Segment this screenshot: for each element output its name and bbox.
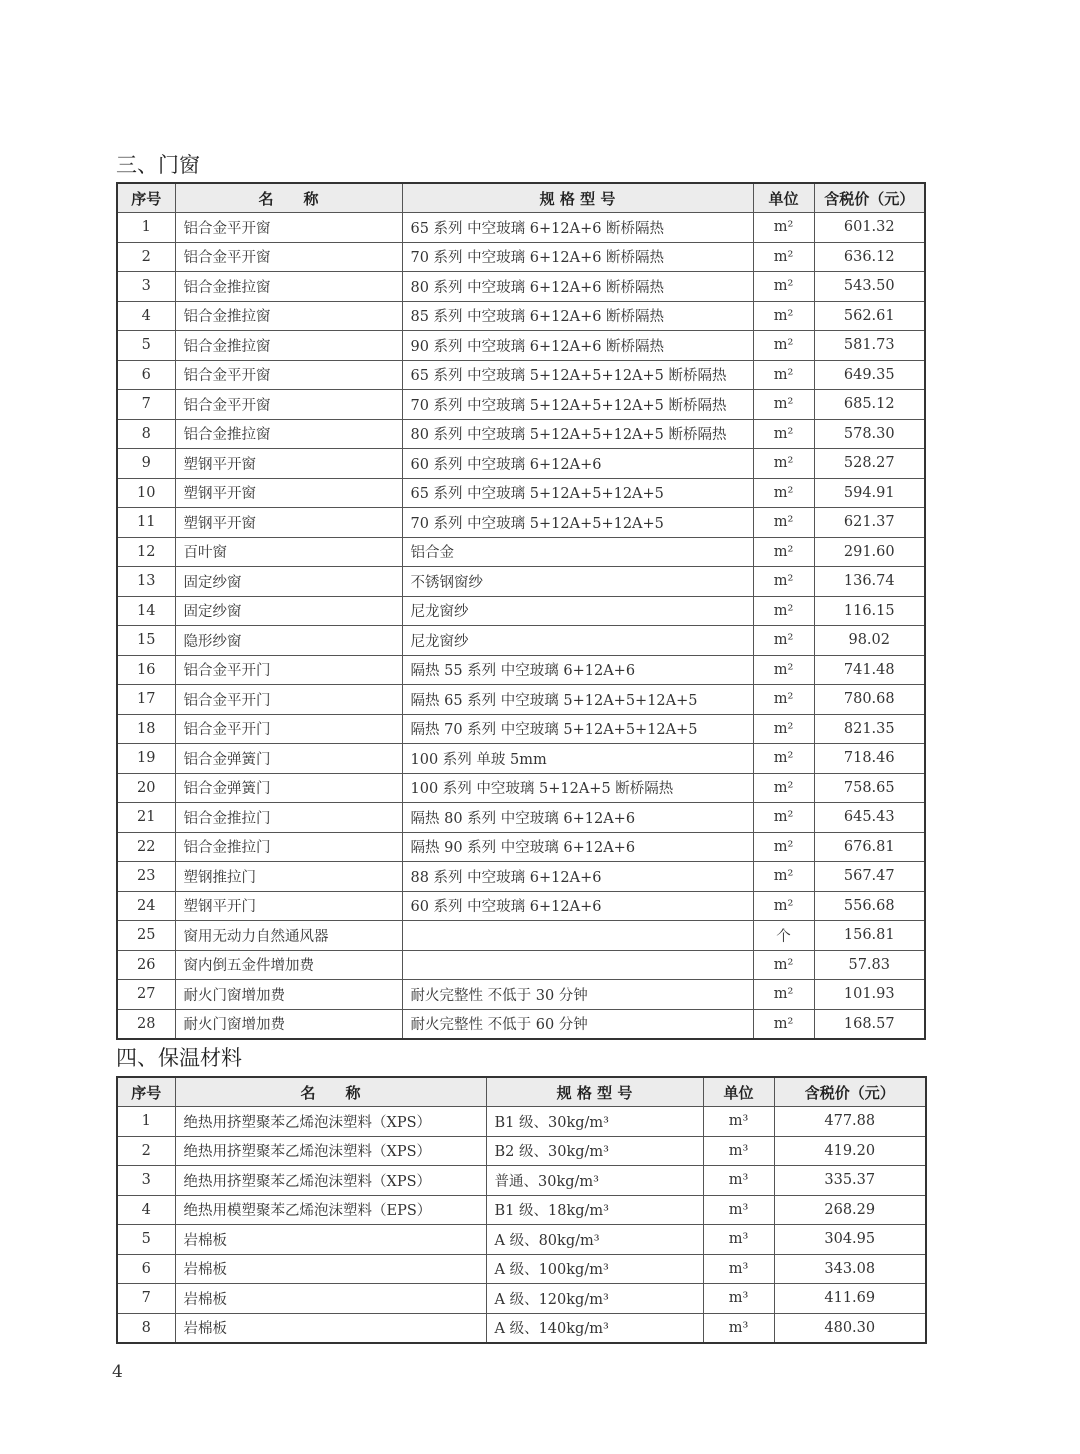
cell-price: 556.68 — [814, 891, 925, 921]
cell-unit: m² — [753, 213, 814, 243]
cell-price: 291.60 — [814, 537, 925, 567]
cell-index: 18 — [117, 714, 175, 744]
table-row — [117, 980, 925, 1010]
doors-windows-table — [116, 182, 926, 1040]
cell-name: 铝合金推拉窗 — [175, 331, 402, 361]
cell-name: 耐火门窗增加费 — [175, 980, 402, 1010]
cell-price: 636.12 — [814, 242, 925, 272]
table-row — [117, 478, 925, 508]
cell-spec: 隔热 70 系列 中空玻璃 5+12A+5+12A+5 — [402, 714, 753, 744]
cell-spec: 65 系列 中空玻璃 5+12A+5+12A+5 断桥隔热 — [402, 360, 753, 390]
cell-index: 7 — [117, 1284, 175, 1314]
cell-unit: m² — [753, 803, 814, 833]
cell-spec: 60 系列 中空玻璃 6+12A+6 — [402, 891, 753, 921]
cell-price: 741.48 — [814, 655, 925, 685]
table-row — [117, 360, 925, 390]
table-row — [117, 390, 925, 420]
cell-name: 岩棉板 — [175, 1254, 486, 1284]
cell-name: 铝合金平开窗 — [175, 360, 402, 390]
cell-price: 649.35 — [814, 360, 925, 390]
cell-price: 335.37 — [774, 1166, 926, 1196]
header-spec: 规 格 型 号 — [486, 1077, 703, 1107]
cell-name: 铝合金推拉门 — [175, 803, 402, 833]
cell-price: 645.43 — [814, 803, 925, 833]
cell-index: 23 — [117, 862, 175, 892]
cell-unit: m² — [753, 419, 814, 449]
cell-name: 铝合金弹簧门 — [175, 773, 402, 803]
cell-spec: A 级、120kg/m³ — [486, 1284, 703, 1314]
cell-price: 419.20 — [774, 1136, 926, 1166]
cell-spec: 耐火完整性 不低于 30 分钟 — [402, 980, 753, 1010]
cell-price: 304.95 — [774, 1225, 926, 1255]
table-header-row — [117, 183, 925, 213]
cell-price: 101.93 — [814, 980, 925, 1010]
doors-windows-table-body — [117, 213, 925, 1039]
cell-unit: m³ — [703, 1195, 774, 1225]
table-row — [117, 331, 925, 361]
cell-index: 17 — [117, 685, 175, 715]
cell-name: 塑钢平开窗 — [175, 508, 402, 538]
cell-unit: m³ — [703, 1166, 774, 1196]
cell-unit: m³ — [703, 1225, 774, 1255]
cell-unit: m² — [753, 832, 814, 862]
header-price: 含税价（元） — [814, 183, 925, 213]
cell-spec: 88 系列 中空玻璃 6+12A+6 — [402, 862, 753, 892]
cell-price: 758.65 — [814, 773, 925, 803]
cell-price: 477.88 — [774, 1107, 926, 1137]
table-row — [117, 832, 925, 862]
cell-price: 578.30 — [814, 419, 925, 449]
cell-index: 3 — [117, 1166, 175, 1196]
cell-name: 铝合金平开门 — [175, 714, 402, 744]
table-row — [117, 508, 925, 538]
cell-name: 铝合金平开门 — [175, 655, 402, 685]
table-row — [117, 213, 925, 243]
cell-spec: 70 系列 中空玻璃 5+12A+5+12A+5 断桥隔热 — [402, 390, 753, 420]
table-row — [117, 1107, 926, 1137]
cell-index: 2 — [117, 242, 175, 272]
cell-unit: m² — [753, 242, 814, 272]
table-row — [117, 242, 925, 272]
cell-unit: 个 — [753, 921, 814, 951]
cell-unit: m² — [753, 950, 814, 980]
cell-price: 168.57 — [814, 1009, 925, 1039]
header-name: 名 称 — [175, 183, 402, 213]
cell-index: 4 — [117, 301, 175, 331]
table-row — [117, 1136, 926, 1166]
cell-price: 780.68 — [814, 685, 925, 715]
cell-index: 20 — [117, 773, 175, 803]
header-price: 含税价（元） — [774, 1077, 926, 1107]
table-row — [117, 272, 925, 302]
table-row — [117, 537, 925, 567]
cell-price: 821.35 — [814, 714, 925, 744]
cell-name: 铝合金推拉窗 — [175, 301, 402, 331]
cell-unit: m² — [753, 714, 814, 744]
cell-name: 绝热用挤塑聚苯乙烯泡沫塑料（XPS） — [175, 1166, 486, 1196]
cell-price: 567.47 — [814, 862, 925, 892]
cell-name: 铝合金推拉门 — [175, 832, 402, 862]
cell-spec — [402, 950, 753, 980]
table-row — [117, 301, 925, 331]
cell-unit: m² — [753, 508, 814, 538]
table-row — [117, 714, 925, 744]
cell-index: 9 — [117, 449, 175, 479]
cell-spec: 85 系列 中空玻璃 6+12A+6 断桥隔热 — [402, 301, 753, 331]
table-row — [117, 773, 925, 803]
cell-name: 窗用无动力自然通风器 — [175, 921, 402, 951]
cell-index: 22 — [117, 832, 175, 862]
insulation-table — [116, 1076, 927, 1344]
cell-spec: 100 系列 单玻 5mm — [402, 744, 753, 774]
cell-index: 26 — [117, 950, 175, 980]
table-row — [117, 626, 925, 656]
cell-index: 28 — [117, 1009, 175, 1039]
cell-unit: m² — [753, 744, 814, 774]
cell-name: 铝合金平开窗 — [175, 390, 402, 420]
section-title-insulation: 四、保温材料 — [116, 1046, 242, 1070]
cell-name: 塑钢平开窗 — [175, 449, 402, 479]
cell-unit: m² — [753, 685, 814, 715]
cell-unit: m² — [753, 478, 814, 508]
cell-name: 塑钢推拉门 — [175, 862, 402, 892]
cell-unit: m² — [753, 449, 814, 479]
cell-unit: m² — [753, 862, 814, 892]
cell-spec: 80 系列 中空玻璃 5+12A+5+12A+5 断桥隔热 — [402, 419, 753, 449]
cell-name: 绝热用模塑聚苯乙烯泡沫塑料（EPS） — [175, 1195, 486, 1225]
cell-spec: 隔热 90 系列 中空玻璃 6+12A+6 — [402, 832, 753, 862]
cell-index: 5 — [117, 331, 175, 361]
cell-index: 13 — [117, 567, 175, 597]
header-index: 序号 — [117, 1077, 175, 1107]
cell-spec: 隔热 80 系列 中空玻璃 6+12A+6 — [402, 803, 753, 833]
table-row — [117, 950, 925, 980]
table-row — [117, 596, 925, 626]
insulation-table-body — [117, 1107, 926, 1343]
cell-unit: m² — [753, 301, 814, 331]
cell-name: 塑钢平开门 — [175, 891, 402, 921]
cell-unit: m² — [753, 773, 814, 803]
cell-index: 1 — [117, 1107, 175, 1137]
cell-unit: m² — [753, 567, 814, 597]
table-row — [117, 655, 925, 685]
cell-name: 铝合金平开窗 — [175, 213, 402, 243]
table-row — [117, 1254, 926, 1284]
cell-spec: A 级、140kg/m³ — [486, 1313, 703, 1343]
cell-index: 12 — [117, 537, 175, 567]
cell-spec: 70 系列 中空玻璃 5+12A+5+12A+5 — [402, 508, 753, 538]
cell-index: 8 — [117, 1313, 175, 1343]
cell-spec: A 级、100kg/m³ — [486, 1254, 703, 1284]
table-row — [117, 419, 925, 449]
cell-name: 铝合金推拉窗 — [175, 272, 402, 302]
table-row — [117, 921, 925, 951]
cell-index: 14 — [117, 596, 175, 626]
cell-name: 铝合金推拉窗 — [175, 419, 402, 449]
cell-price: 543.50 — [814, 272, 925, 302]
table-row — [117, 1009, 925, 1039]
cell-price: 480.30 — [774, 1313, 926, 1343]
cell-price: 718.46 — [814, 744, 925, 774]
cell-unit: m² — [753, 980, 814, 1010]
cell-index: 19 — [117, 744, 175, 774]
header-unit: 单位 — [753, 183, 814, 213]
cell-spec: 60 系列 中空玻璃 6+12A+6 — [402, 449, 753, 479]
cell-spec: 65 系列 中空玻璃 5+12A+5+12A+5 — [402, 478, 753, 508]
cell-name: 铝合金平开门 — [175, 685, 402, 715]
table-row — [117, 1195, 926, 1225]
cell-price: 136.74 — [814, 567, 925, 597]
table-row — [117, 449, 925, 479]
cell-unit: m³ — [703, 1136, 774, 1166]
cell-spec: 70 系列 中空玻璃 6+12A+6 断桥隔热 — [402, 242, 753, 272]
cell-unit: m² — [753, 596, 814, 626]
cell-spec: 80 系列 中空玻璃 6+12A+6 断桥隔热 — [402, 272, 753, 302]
cell-index: 16 — [117, 655, 175, 685]
cell-index: 1 — [117, 213, 175, 243]
cell-unit: m² — [753, 537, 814, 567]
table-row — [117, 1225, 926, 1255]
cell-index: 24 — [117, 891, 175, 921]
cell-price: 343.08 — [774, 1254, 926, 1284]
cell-name: 隐形纱窗 — [175, 626, 402, 656]
cell-unit: m³ — [703, 1254, 774, 1284]
cell-index: 6 — [117, 360, 175, 390]
cell-name: 铝合金平开窗 — [175, 242, 402, 272]
cell-index: 8 — [117, 419, 175, 449]
cell-spec: 耐火完整性 不低于 60 分钟 — [402, 1009, 753, 1039]
cell-index: 2 — [117, 1136, 175, 1166]
table-header-row — [117, 1077, 926, 1107]
cell-price: 98.02 — [814, 626, 925, 656]
cell-price: 621.37 — [814, 508, 925, 538]
cell-name: 百叶窗 — [175, 537, 402, 567]
cell-name: 岩棉板 — [175, 1313, 486, 1343]
cell-index: 5 — [117, 1225, 175, 1255]
cell-spec: B1 级、18kg/m³ — [486, 1195, 703, 1225]
cell-price: 581.73 — [814, 331, 925, 361]
cell-spec: 尼龙窗纱 — [402, 626, 753, 656]
cell-index: 25 — [117, 921, 175, 951]
table-row — [117, 685, 925, 715]
cell-spec: 90 系列 中空玻璃 6+12A+6 断桥隔热 — [402, 331, 753, 361]
table-row — [117, 891, 925, 921]
cell-spec: A 级、80kg/m³ — [486, 1225, 703, 1255]
cell-name: 固定纱窗 — [175, 567, 402, 597]
cell-spec: 铝合金 — [402, 537, 753, 567]
cell-spec — [402, 921, 753, 951]
cell-unit: m² — [753, 272, 814, 302]
cell-index: 3 — [117, 272, 175, 302]
cell-unit: m³ — [703, 1313, 774, 1343]
cell-name: 窗内倒五金件增加费 — [175, 950, 402, 980]
cell-index: 10 — [117, 478, 175, 508]
cell-index: 11 — [117, 508, 175, 538]
header-index: 序号 — [117, 183, 175, 213]
cell-name: 铝合金弹簧门 — [175, 744, 402, 774]
cell-spec: 普通、30kg/m³ — [486, 1166, 703, 1196]
table-row — [117, 1313, 926, 1343]
cell-unit: m² — [753, 360, 814, 390]
table-row — [117, 862, 925, 892]
cell-price: 268.29 — [774, 1195, 926, 1225]
cell-spec: 65 系列 中空玻璃 6+12A+6 断桥隔热 — [402, 213, 753, 243]
cell-price: 116.15 — [814, 596, 925, 626]
cell-unit: m² — [753, 331, 814, 361]
cell-price: 676.81 — [814, 832, 925, 862]
cell-price: 562.61 — [814, 301, 925, 331]
cell-index: 27 — [117, 980, 175, 1010]
cell-price: 528.27 — [814, 449, 925, 479]
cell-index: 4 — [117, 1195, 175, 1225]
cell-name: 岩棉板 — [175, 1225, 486, 1255]
cell-name: 绝热用挤塑聚苯乙烯泡沫塑料（XPS） — [175, 1107, 486, 1137]
cell-spec: 尼龙窗纱 — [402, 596, 753, 626]
cell-index: 6 — [117, 1254, 175, 1284]
table-row — [117, 1166, 926, 1196]
cell-unit: m² — [753, 390, 814, 420]
table-row — [117, 803, 925, 833]
cell-unit: m³ — [703, 1284, 774, 1314]
page-number: 4 — [112, 1362, 123, 1382]
cell-unit: m² — [753, 1009, 814, 1039]
cell-spec: 不锈钢窗纱 — [402, 567, 753, 597]
cell-unit: m³ — [703, 1107, 774, 1137]
cell-index: 15 — [117, 626, 175, 656]
cell-name: 绝热用挤塑聚苯乙烯泡沫塑料（XPS） — [175, 1136, 486, 1166]
cell-price: 411.69 — [774, 1284, 926, 1314]
table-row — [117, 567, 925, 597]
cell-name: 岩棉板 — [175, 1284, 486, 1314]
cell-spec: B1 级、30kg/m³ — [486, 1107, 703, 1137]
cell-spec: 100 系列 中空玻璃 5+12A+5 断桥隔热 — [402, 773, 753, 803]
table-row — [117, 1284, 926, 1314]
cell-spec: 隔热 55 系列 中空玻璃 6+12A+6 — [402, 655, 753, 685]
table-row — [117, 744, 925, 774]
cell-name: 固定纱窗 — [175, 596, 402, 626]
section-title-doors-windows: 三、门窗 — [116, 153, 200, 177]
cell-name: 耐火门窗增加费 — [175, 1009, 402, 1039]
cell-price: 594.91 — [814, 478, 925, 508]
cell-unit: m² — [753, 655, 814, 685]
cell-unit: m² — [753, 626, 814, 656]
cell-unit: m² — [753, 891, 814, 921]
cell-spec: B2 级、30kg/m³ — [486, 1136, 703, 1166]
header-name: 名 称 — [175, 1077, 486, 1107]
cell-price: 156.81 — [814, 921, 925, 951]
cell-index: 7 — [117, 390, 175, 420]
cell-price: 601.32 — [814, 213, 925, 243]
cell-spec: 隔热 65 系列 中空玻璃 5+12A+5+12A+5 — [402, 685, 753, 715]
cell-price: 57.83 — [814, 950, 925, 980]
header-spec: 规 格 型 号 — [402, 183, 753, 213]
cell-index: 21 — [117, 803, 175, 833]
header-unit: 单位 — [703, 1077, 774, 1107]
cell-name: 塑钢平开窗 — [175, 478, 402, 508]
cell-price: 685.12 — [814, 390, 925, 420]
